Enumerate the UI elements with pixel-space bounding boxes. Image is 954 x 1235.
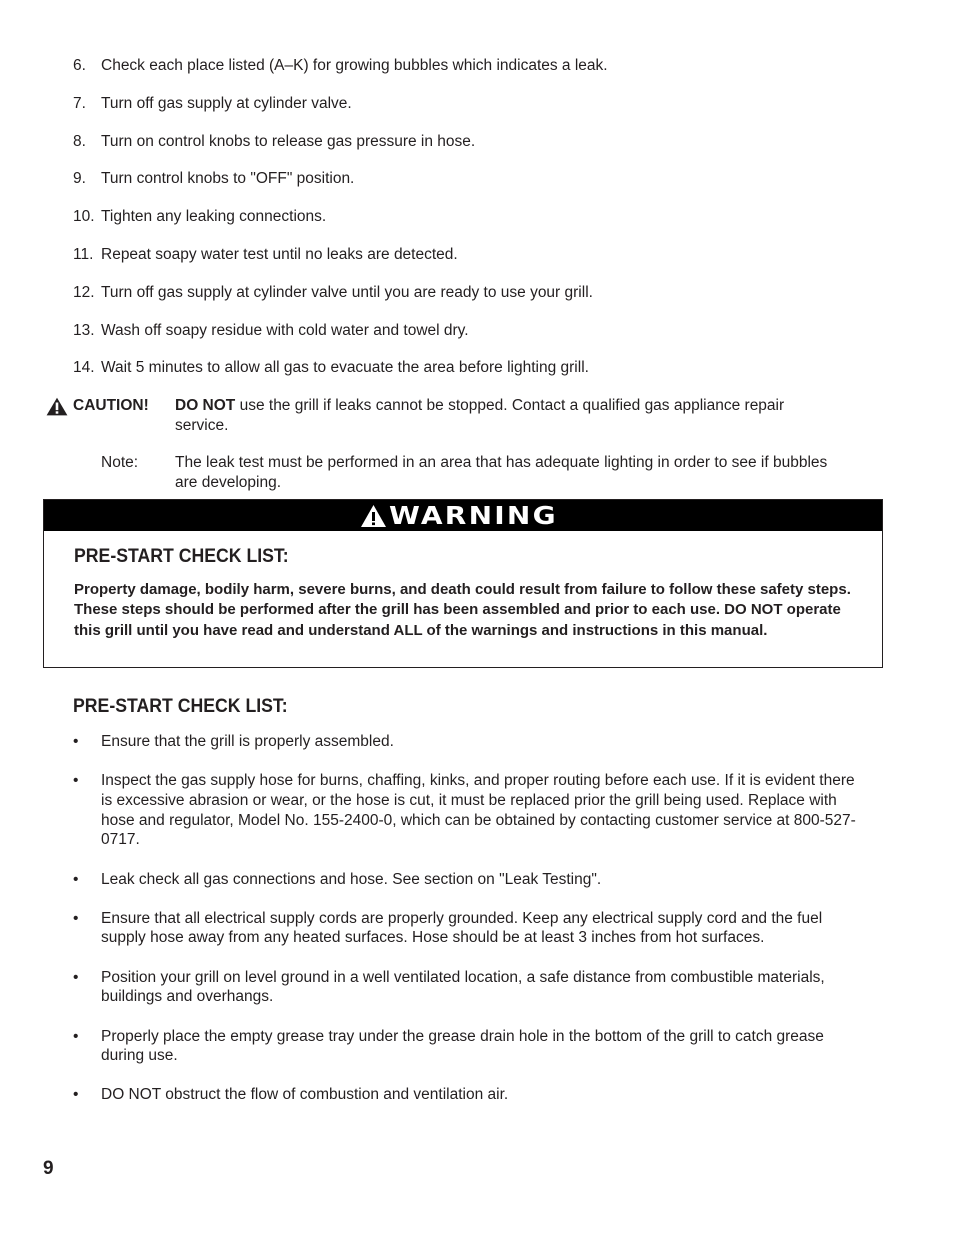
bullet: • xyxy=(73,968,79,986)
page-number: 9 xyxy=(43,1158,54,1179)
caution-label: CAUTION! xyxy=(73,397,149,414)
step-item xyxy=(73,132,873,170)
step-text: Turn on control knobs to release gas pressure in hose. xyxy=(101,132,476,150)
bullet: • xyxy=(73,909,79,927)
caution-text xyxy=(175,396,835,435)
step-number: 11. xyxy=(73,245,94,263)
step-number: 7. xyxy=(73,94,86,112)
step-item xyxy=(73,245,873,283)
step-text: Turn off gas supply at cylinder valve. xyxy=(101,94,352,112)
warning-title-text: WARNING xyxy=(389,501,558,530)
step-number: 14. xyxy=(73,359,95,377)
step-text: Turn off gas supply at cylinder valve until you are ready to use your grill. xyxy=(101,283,593,301)
bullet: • xyxy=(73,1027,79,1045)
checklist xyxy=(73,732,863,1125)
leak-test-steps xyxy=(73,56,873,396)
list-item xyxy=(73,968,863,1007)
note-text: The leak test must be performed in an area that has adequate lighting in order to see if bubbles are developing. xyxy=(175,454,828,491)
warning-box xyxy=(43,499,883,668)
step-number: 8. xyxy=(73,132,86,150)
warning-body: Property damage, bodily harm, severe burns, and death could result from failure to follow these safety steps. These steps should be performed after the grill has been assembled and prior to each use. DO NOT operate this grill until you have read and understand ALL of the warnings and instructions in this manual. xyxy=(74,581,851,639)
step-item xyxy=(73,56,873,94)
step-text: Repeat soapy water test until no leaks are detected. xyxy=(101,245,458,263)
step-text: Tighten any leaking connections. xyxy=(101,208,327,226)
step-number: 9. xyxy=(73,170,86,188)
bullet: • xyxy=(73,1086,79,1104)
warning-heading: PRE-START CHECK LIST: xyxy=(74,546,289,567)
step-item xyxy=(73,169,873,207)
list-item-text: Properly place the empty grease tray under the grease drain hole in the bottom of the grill to catch grease during use. xyxy=(101,1027,824,1065)
list-item-text: Leak check all gas connections and hose. See section on "Leak Testing". xyxy=(101,870,602,888)
step-number: 6. xyxy=(73,57,86,74)
bullet: • xyxy=(73,733,79,750)
warning-title xyxy=(360,500,558,531)
list-item-text: Inspect the gas supply hose for burns, chaffing, kinks, and proper routing before each use. If it is evident there is excessive abrasion or wear, or the hose is cut, it must be replaced prior the grill being used. Replace with hose and regulator, Model No. 155-2400-0, which can be obtained by contacting customer service at 800-527-0717. xyxy=(101,772,856,849)
warning-triangle-icon xyxy=(46,397,68,416)
list-item xyxy=(73,732,863,752)
step-number: 10. xyxy=(73,208,95,226)
step-text: Turn control knobs to "OFF" position. xyxy=(101,170,355,188)
step-text: Wait 5 minutes to allow all gas to evacuate the area before lighting grill. xyxy=(101,359,589,377)
list-item xyxy=(73,909,863,948)
step-text: Check each place listed (A–K) for growing bubbles which indicates a leak. xyxy=(101,57,608,74)
caution-emphasis: DO NOT xyxy=(175,397,236,414)
step-item xyxy=(73,321,873,359)
list-item-text: DO NOT obstruct the flow of combustion and ventilation air. xyxy=(101,1086,509,1104)
step-item xyxy=(73,207,873,245)
list-item xyxy=(73,1027,863,1066)
list-item xyxy=(73,771,863,850)
step-number: 13. xyxy=(73,321,95,339)
step-number: 12. xyxy=(73,283,95,301)
checklist-heading: PRE-START CHECK LIST: xyxy=(73,696,288,717)
list-item xyxy=(73,1085,863,1105)
warning-triangle-icon xyxy=(360,504,387,528)
step-text: Wash off soapy residue with cold water and towel dry. xyxy=(101,321,469,339)
list-item-text: Ensure that the grill is properly assembled. xyxy=(101,733,394,750)
bullet: • xyxy=(73,772,79,790)
warning-banner xyxy=(44,500,882,531)
step-item xyxy=(73,358,873,396)
list-item-text: Ensure that all electrical supply cords are properly grounded. Keep any electrical supply cord and the fuel supply hose away from any heated surfaces. Hose should be at least 3 inches from hot surfaces. xyxy=(101,909,823,947)
bullet: • xyxy=(73,870,79,888)
caution-message: use the grill if leaks cannot be stopped. Contact a qualified gas appliance repair service. xyxy=(175,397,785,434)
list-item-text: Position your grill on level ground in a well ventilated location, a safe distance from combustible materials, buildings and overhangs. xyxy=(101,968,825,1006)
step-item xyxy=(73,94,873,132)
step-item xyxy=(73,283,873,321)
note-label: Note: xyxy=(101,454,139,471)
list-item xyxy=(73,870,863,890)
